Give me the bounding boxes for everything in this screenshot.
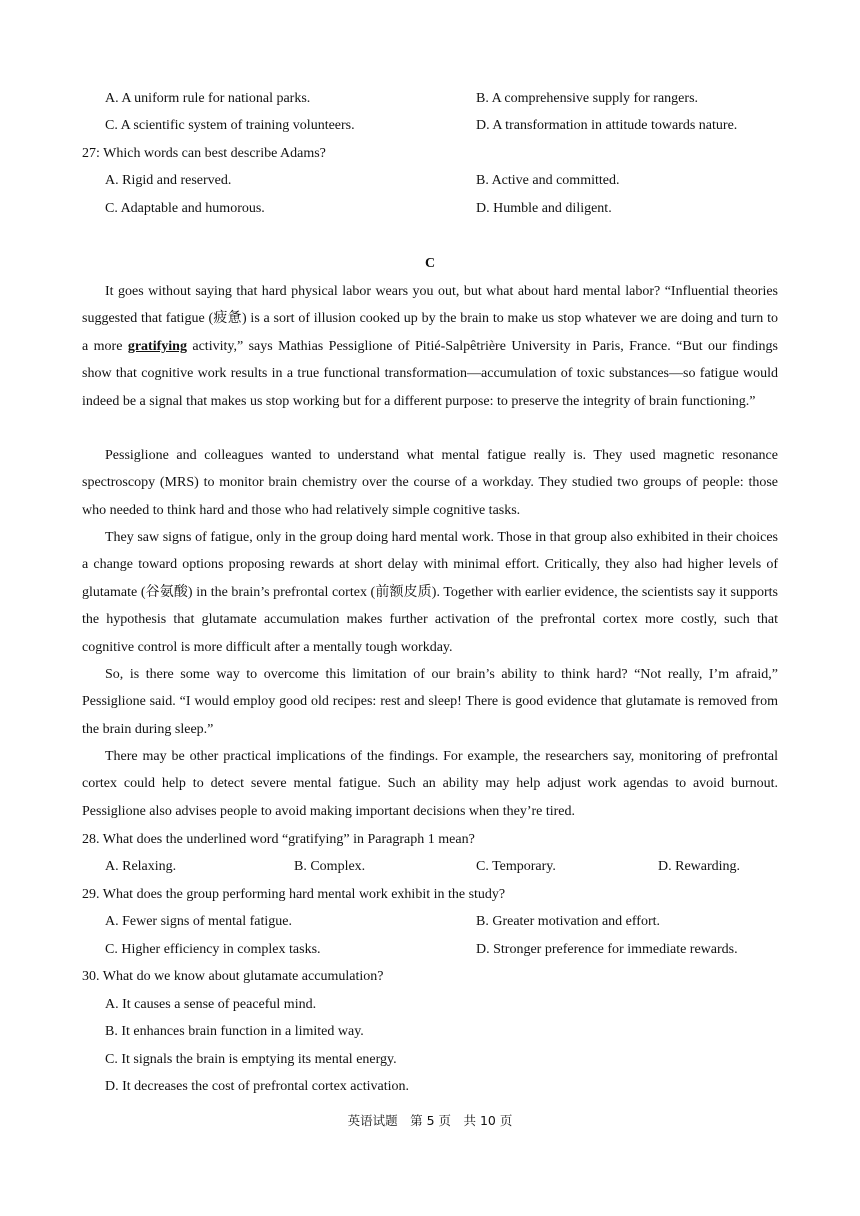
q30-option-a: A. It causes a sense of peaceful mind. xyxy=(105,997,317,1012)
q30-stem: 30. What do we know about glutamate accumulation? xyxy=(82,969,384,984)
q28-option-b: B. Complex. xyxy=(294,859,366,874)
q28-option-d: D. Rewarding. xyxy=(658,859,741,874)
q29-stem: 29. What does the group performing hard mental work exhibit in the study? xyxy=(82,887,506,902)
q29-option-c: C. Higher efficiency in complex tasks. xyxy=(105,942,321,957)
q26-option-c: C. A scientific system of training volunteers. xyxy=(105,118,355,133)
passage-paragraph-5: There may be other practical implications of the findings. For example, the researchers say, monitoring of prefrontal cortex could help to detect severe mental fatigue. Such an ability may help adjust work agendas to avoid burnout. Pessiglione also advises people to avoid making important decisions when they’re tired. xyxy=(82,749,778,819)
q27-option-a: A. Rigid and reserved. xyxy=(105,173,232,188)
q27-option-b: B. Active and committed. xyxy=(476,173,620,188)
p1-text-before: It goes without saying that hard physical labor wears you out, but what about hard mental labor? “Influential theories suggested that fatigue (疲惫) is a sort of illusion cooked up by the brain to make us stop whatever we are doing and turn to a more xyxy=(82,284,778,354)
q30-option-d: D. It decreases the cost of prefrontal cortex activation. xyxy=(105,1079,409,1094)
q30-option-c: C. It signals the brain is emptying its mental energy. xyxy=(105,1052,397,1067)
q28-option-a: A. Relaxing. xyxy=(105,859,177,874)
q30-option-b: B. It enhances brain function in a limited way. xyxy=(105,1024,364,1039)
q27-stem: 27: Which words can best describe Adams? xyxy=(82,146,326,161)
passage-paragraph-2: Pessiglione and colleagues wanted to understand what mental fatigue really is. They used magnetic resonance spectroscopy (MRS) to monitor brain chemistry over the course of a workday. They studied two groups of people: those who needed to think hard and those who had relatively simple cognitive tasks. xyxy=(82,448,778,518)
section-title: C xyxy=(424,256,436,271)
passage-paragraph-4: So, is there some way to overcome this limitation of our brain’s ability to think hard? “Not really, I’m afraid,” Pessiglione said. “I would employ good old recipes: rest and sleep! There is good evidence that glutamate is removed from the brain during sleep.” xyxy=(82,667,778,737)
passage-paragraph-3: They saw signs of fatigue, only in the group doing hard mental work. Those in that group also exhibited in their choices a change toward options proposing rewards at short delay with minimal effort. Critically, they also had higher levels of glutamate (谷氨酸) in the brain’s prefrontal cortex (前额皮质). Together with earlier evidence, the scientists say it supports the hypothesis that glutamate accumulation makes further activation of the prefrontal cortex more costly, such that cognitive control is more difficult after a mentally tough workday. xyxy=(82,530,778,655)
q27-option-d: D. Humble and diligent. xyxy=(476,201,612,216)
underlined-keyword: gratifying xyxy=(127,338,187,354)
q29-option-d: D. Stronger preference for immediate rewards. xyxy=(476,942,738,957)
q27-option-c: C. Adaptable and humorous. xyxy=(105,201,265,216)
q26-option-b: B. A comprehensive supply for rangers. xyxy=(476,91,699,106)
q26-option-a: A. A uniform rule for national parks. xyxy=(105,91,311,106)
q29-option-b: B. Greater motivation and effort. xyxy=(476,914,661,929)
q28-stem: 28. What does the underlined word “gratifying” in Paragraph 1 mean? xyxy=(82,832,475,847)
q26-option-d: D. A transformation in attitude towards nature. xyxy=(476,118,738,133)
q29-option-a: A. Fewer signs of mental fatigue. xyxy=(105,914,293,929)
passage-paragraph-1 xyxy=(82,278,778,415)
q28-option-c: C. Temporary. xyxy=(476,859,556,874)
page-footer: 英语试题 第 5 页 共 10 页 xyxy=(347,1113,513,1128)
p1-text-after: activity,” says Mathias Pessiglione of Pitié-Salpêtrière University in Paris, France. “But our findings show that cognitive work results in a true functional transformation—accumulation of toxic substances—so fatigue would indeed be a signal that makes us stop working but for a different purpose: to preserve the integrity of brain functioning.” xyxy=(82,338,778,409)
